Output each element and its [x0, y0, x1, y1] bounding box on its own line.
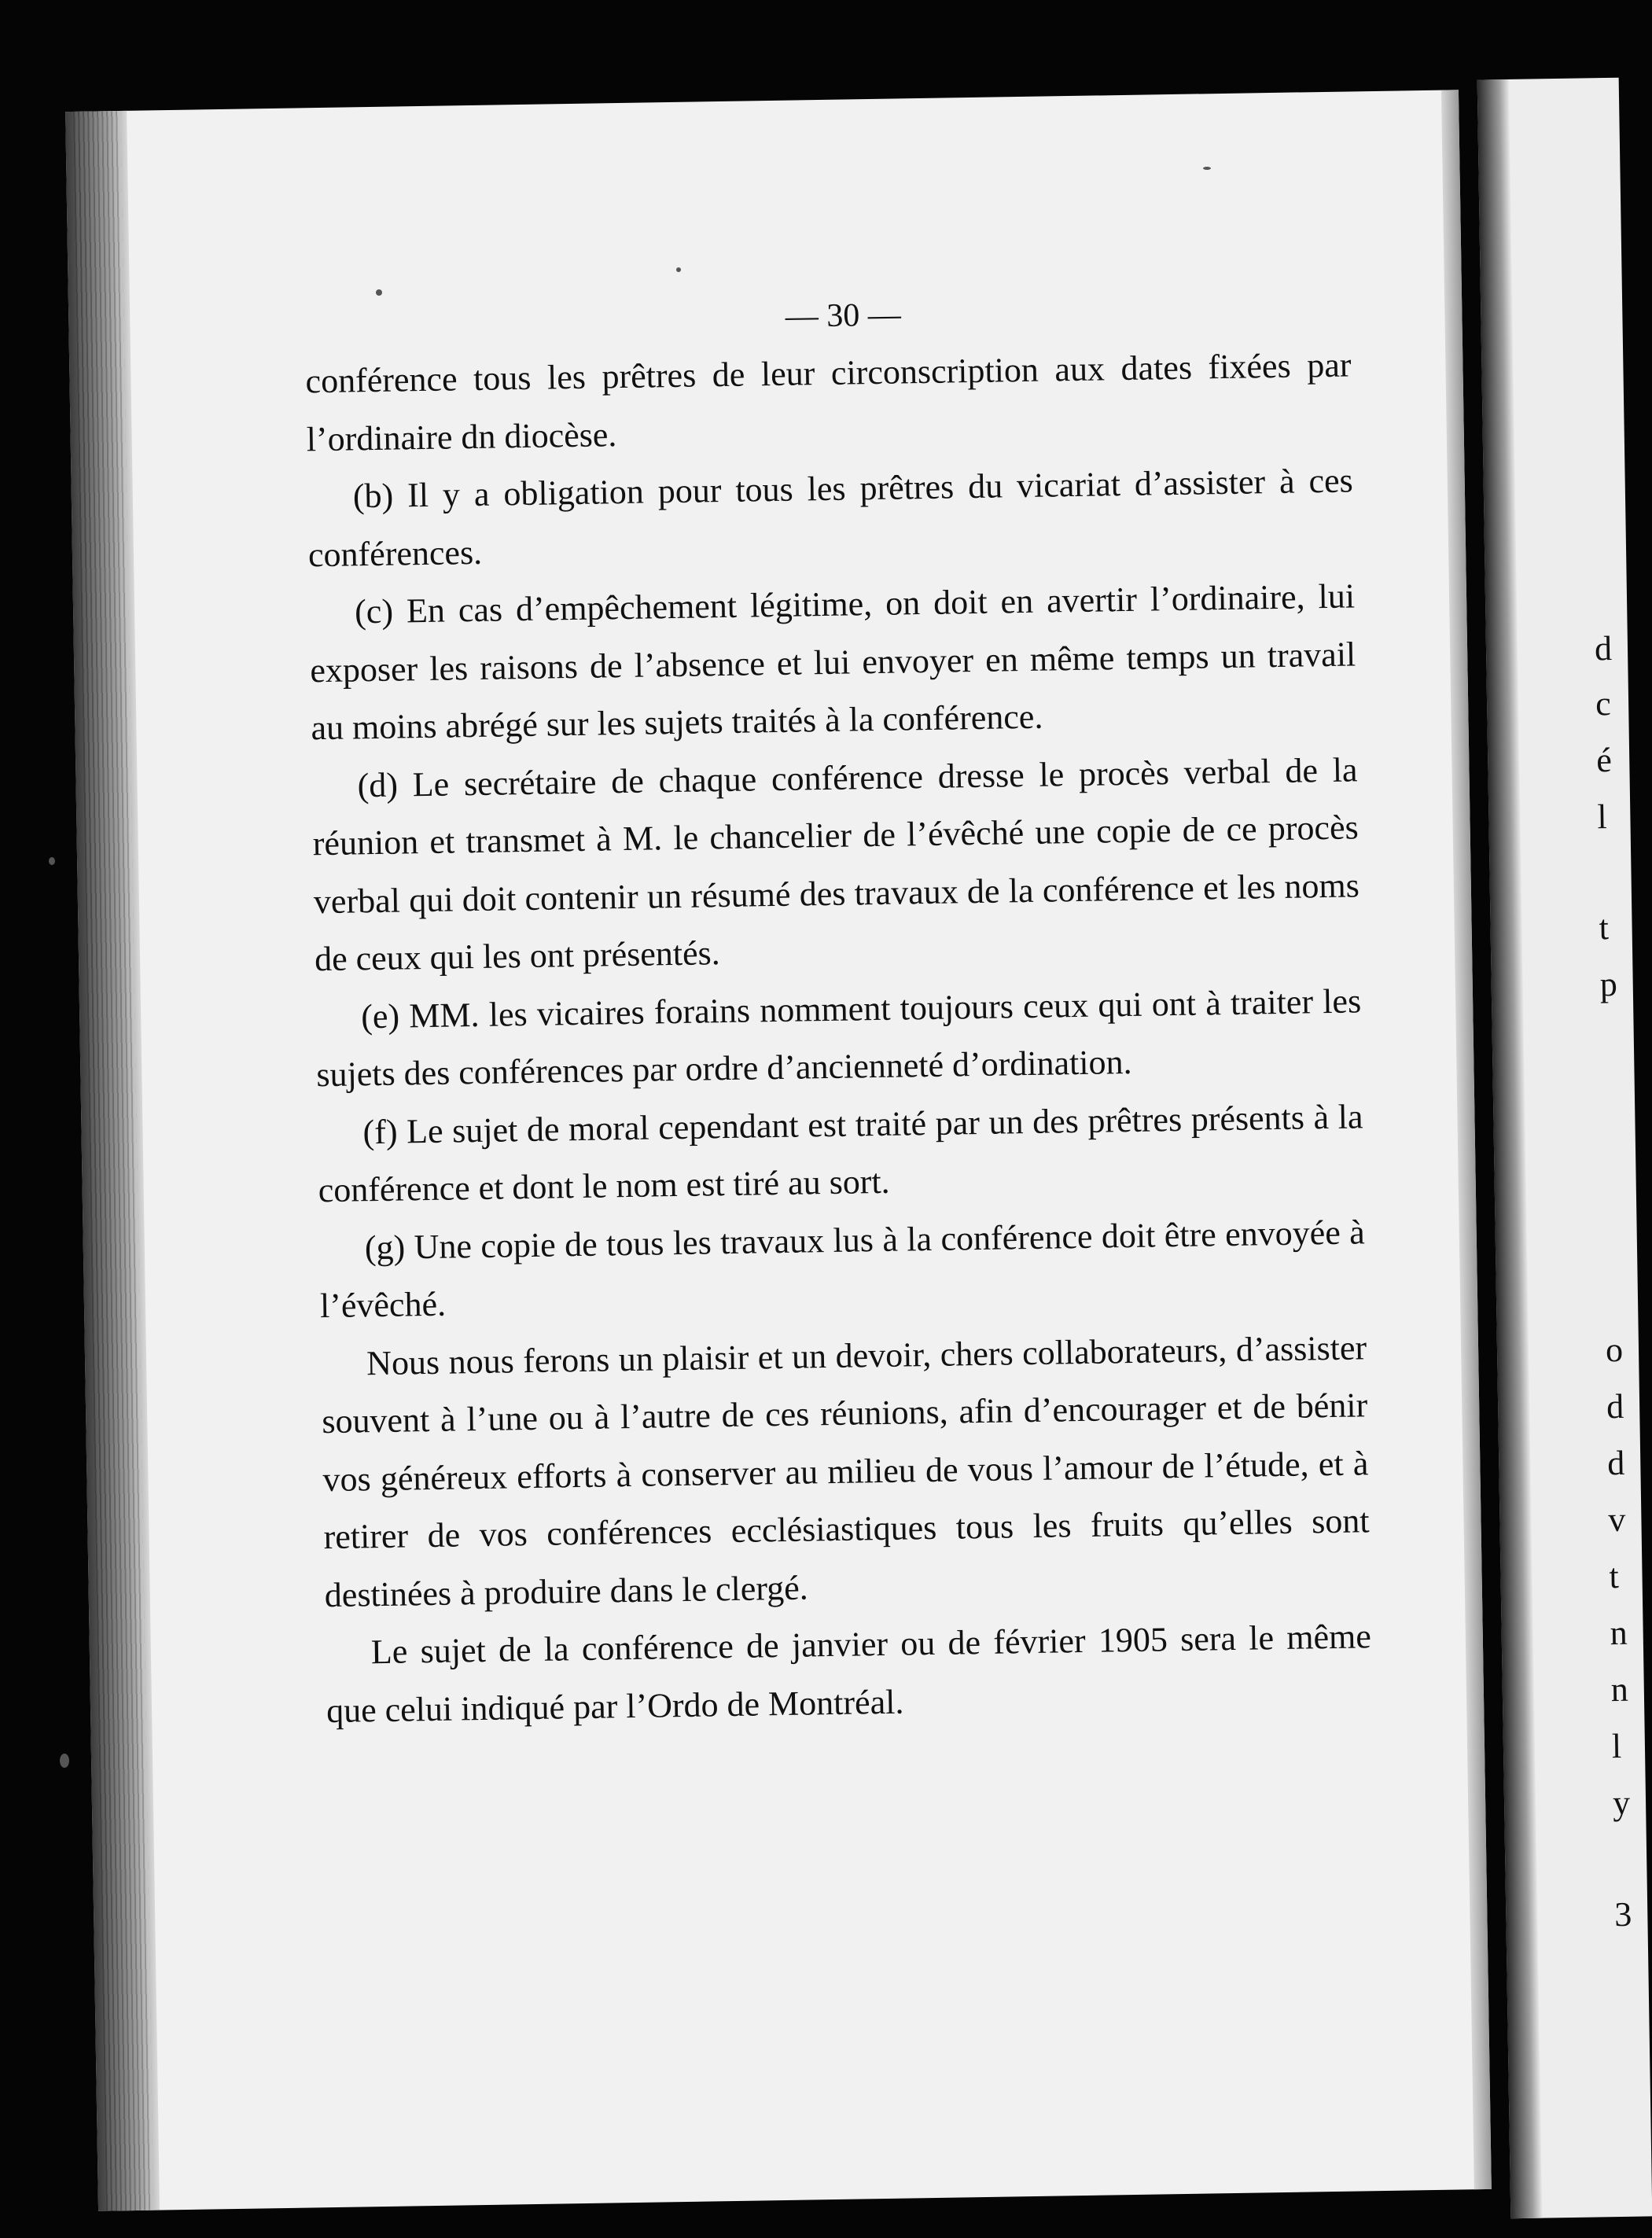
- letter-fragment: 3: [1613, 1894, 1632, 1934]
- scan-speck: [1203, 167, 1211, 170]
- page-number: — 30 —: [785, 296, 902, 335]
- letter-fragment: v: [1608, 1500, 1626, 1540]
- paragraph: Le sujet de la conférence de janvier ou de février 1905 sera le même que celui indiqué par l’Ordo de Montréal.: [326, 1617, 1372, 1730]
- letter-fragment: y: [1612, 1783, 1631, 1823]
- letter-fragment: t: [1599, 908, 1610, 948]
- letter-fragment: d: [1606, 1386, 1624, 1426]
- letter-fragment: l: [1611, 1726, 1622, 1766]
- letter-fragment: n: [1610, 1669, 1629, 1710]
- letter-fragment: p: [1599, 964, 1618, 1004]
- scan-speck: [60, 1754, 69, 1768]
- letter-fragment: c: [1595, 684, 1612, 723]
- paragraph: (e) MM. les vicaires forains nomment toujours ceux qui ont à traiter les sujets des conférences par ordre d’ancienneté d’ordination.: [316, 981, 1362, 1095]
- letter-fragment: é: [1595, 741, 1613, 780]
- scan-speck: [676, 267, 681, 272]
- letter-fragment: d: [1594, 628, 1613, 668]
- letter-fragment: l: [1597, 797, 1608, 837]
- scan-speck: [376, 289, 382, 296]
- letter-fragment: d: [1606, 1443, 1625, 1483]
- paragraph: (f) Le sujet de moral cependant est traité par un des prêtres présents à la conférence et dont le nom est tiré au sort.: [318, 1096, 1363, 1210]
- letter-fragment: t: [1609, 1556, 1620, 1596]
- letter-fragment: n: [1610, 1613, 1628, 1653]
- paragraph: (g) Une copie de tous les travaux lus à la conférence doit être envoyée à l’évêché.: [319, 1212, 1366, 1326]
- scanned-page-right-fragment: [1477, 78, 1652, 2218]
- paragraph: (b) Il y a obligation pour tous les prêtres du vicariat d’assister à ces conférences.: [307, 461, 1354, 574]
- scanned-page-left: [65, 90, 1492, 2211]
- paragraph: Nous nous ferons un plaisir et un devoir, chers collaborateurs, d’assister souvent à l’une ou à l’autre de ces réunions, afin d’encourager et de bénir vos généreux efforts à conserver au milieu de vous l’amour de l’étude, et à retirer de vos conférences ecclésiastiques tous les fruits qu’elles sont destinées à produire dans le clergé.: [321, 1327, 1370, 1614]
- next-page-letters: [1586, 78, 1632, 1934]
- paragraph: conférence tous les prêtres de leur circonscription aux dates fixées par l’ordinaire dn diocèse.: [305, 345, 1352, 458]
- scan-speck: [49, 857, 55, 865]
- paragraph: (d) Le secrétaire de chaque conférence dresse le procès verbal de la réunion et transmet à M. le chancelier de l’évêché une copie de ce procès verbal qui doit contenir un résumé des travaux de la conférence et les noms de ceux qui les ont présentés.: [312, 749, 1360, 979]
- page-text: [304, 284, 1373, 1739]
- paragraph: (c) En cas d’empêchement légitime, on doit en avertir l’ordinaire, lui exposer les raisons de l’absence et lui envoyer en même temps un travail au moins abrégé sur les sujets traités à la conférence.: [309, 576, 1356, 748]
- letter-fragment: o: [1605, 1330, 1624, 1370]
